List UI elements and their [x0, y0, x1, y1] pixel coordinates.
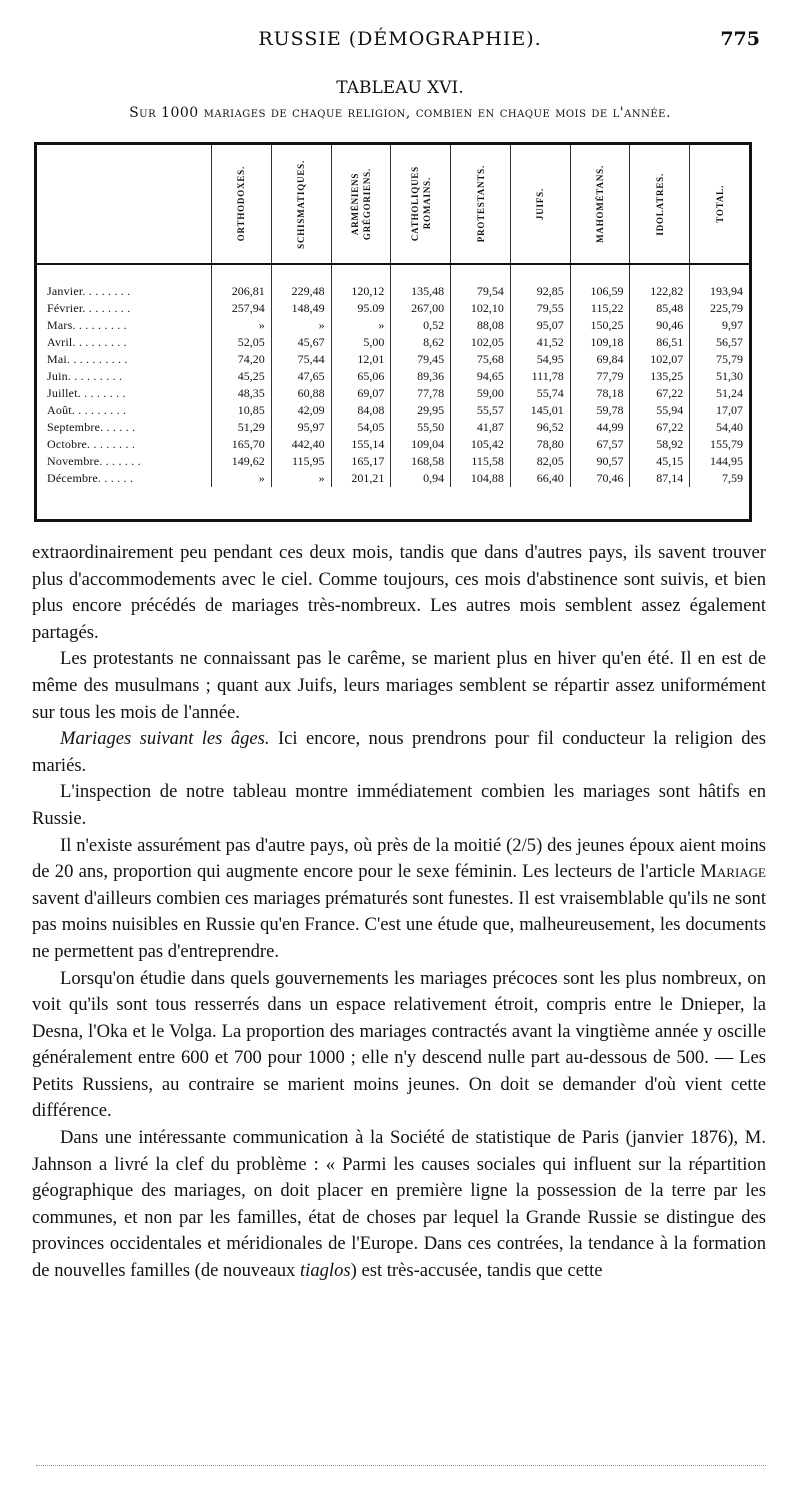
value-cell: 78,80 [510, 436, 570, 453]
value-cell: 75,68 [451, 351, 511, 368]
value-cell: 229,48 [271, 264, 331, 300]
paragraph: Dans une intéressante communication à la Société de statistique de Paris (janvier 1876), M. Jahnson a livré la clef du problème : « Parmi les causes sociales qui influent sur la répartition géographique des mariages, on doit placer en première ligne la possession de la terre par les communes, et non par les familles, état de choses par lequel la Grande Russie se distingue des provinces occidentales et méridionales de l'Europe. Dans ces contrées, la tendance à la formation de nouvelles familles (de nouveaux tiaglos) est très-accusée, tandis que cette [32, 1127, 766, 1282]
value-cell: 109,18 [570, 334, 630, 351]
value-cell: 102,05 [451, 334, 511, 351]
value-cell: 95.09 [331, 300, 391, 317]
value-cell: 51,29 [212, 419, 272, 436]
value-cell: 86,51 [630, 334, 690, 351]
value-cell: 109,04 [391, 436, 451, 453]
value-cell: 145,01 [510, 402, 570, 419]
column-header: ORTHODOXES. [212, 145, 272, 264]
value-cell: 7,59 [690, 470, 749, 487]
column-header: TOTAL. [690, 145, 749, 264]
table-title: TABLEAU XVI. [336, 78, 464, 98]
running-title: RUSSIE (DÉMOGRAPHIE). [258, 28, 542, 50]
value-cell: 77,79 [570, 368, 630, 385]
value-cell: 58,92 [630, 436, 690, 453]
value-cell: » [271, 470, 331, 487]
value-cell: 54,95 [510, 351, 570, 368]
paragraph: Il n'existe assurément pas d'autre pays, où près de la moitié (2/5) des jeunes époux aient moins de 20 ans, proportion qui augmente encore pour le sexe féminin. Les lecteurs de l'article Mariage savent d'ailleurs combien ces mariages prématurés sont funestes. Il est vraisemblable qu'ils ne sont pas moins nuisibles en Russie qu'en France. C'est une étude que, malheureusement, les documents ne permettent pas d'entreprendre. [32, 834, 766, 962]
footer-rule [36, 1465, 766, 1466]
statistics-table-frame [34, 142, 752, 522]
value-cell: 92,85 [510, 264, 570, 300]
value-cell: 82,05 [510, 453, 570, 470]
value-cell: 115,95 [271, 453, 331, 470]
value-cell: 90,46 [630, 317, 690, 334]
value-cell: 45,15 [630, 453, 690, 470]
column-header: IDOLATRES. [630, 145, 690, 264]
value-cell: 225,79 [690, 300, 749, 317]
value-cell: 206,81 [212, 264, 272, 300]
value-cell: 52,05 [212, 334, 272, 351]
value-cell: 106,59 [570, 264, 630, 300]
value-cell: 29,95 [391, 402, 451, 419]
month-cell: Juin. . . . . . . . . [47, 369, 123, 383]
article-reference: Mariage [700, 861, 766, 883]
value-cell: 135,48 [391, 264, 451, 300]
value-cell: 193,94 [690, 264, 749, 300]
paragraph: L'inspection de notre tableau montre immédiatement combien les mariages sont hâtifs en Russie. [32, 781, 766, 829]
value-cell: » [212, 317, 272, 334]
value-cell: 5,00 [331, 334, 391, 351]
table-row [37, 300, 749, 317]
value-cell: 115,22 [570, 300, 630, 317]
paragraph: Les protestants ne connaissant pas le carême, se marient plus en hiver qu'en été. Il en est de même des musulmans ; quant aux Juifs, leurs mariages semblent se répartir assez uniformément sur tous les mois de l'année. [32, 648, 766, 723]
column-header: CATHOLIQUES ROMAINS. [391, 145, 451, 264]
value-cell: 257,94 [212, 300, 272, 317]
column-header: MAHOMÉTANS. [570, 145, 630, 264]
value-cell: 67,22 [630, 419, 690, 436]
value-cell: 87,14 [630, 470, 690, 487]
value-cell: 155,79 [690, 436, 749, 453]
value-cell: 54,40 [690, 419, 749, 436]
month-column-header [37, 145, 212, 264]
value-cell: 67,22 [630, 385, 690, 402]
table-row [37, 351, 749, 368]
value-cell: 149,62 [212, 453, 272, 470]
column-header: ARMÉNIENS GRÉGORIENS. [331, 145, 391, 264]
value-cell: 59,00 [451, 385, 511, 402]
page-header [0, 28, 800, 58]
value-cell: 79,55 [510, 300, 570, 317]
value-cell: 104,88 [451, 470, 511, 487]
value-cell: 144,95 [690, 453, 749, 470]
value-cell: » [331, 317, 391, 334]
table-row [37, 317, 749, 334]
value-cell: 111,78 [510, 368, 570, 385]
value-cell: 47,65 [271, 368, 331, 385]
table-row [37, 334, 749, 351]
value-cell: 267,00 [391, 300, 451, 317]
value-cell: 165,17 [331, 453, 391, 470]
value-cell: 135,25 [630, 368, 690, 385]
body-text [32, 540, 766, 1285]
table-row [37, 385, 749, 402]
value-cell: 8,62 [391, 334, 451, 351]
value-cell: 42,09 [271, 402, 331, 419]
statistics-table [37, 145, 749, 487]
value-cell: 65,06 [331, 368, 391, 385]
value-cell: 442,40 [271, 436, 331, 453]
value-cell: 69,84 [570, 351, 630, 368]
paragraph: Mariages suivant les âges. Ici encore, nous prendrons pour fil conducteur la religion des mariés. [32, 728, 767, 776]
value-cell: 96,52 [510, 419, 570, 436]
value-cell: 102,10 [451, 300, 511, 317]
value-cell: 55,50 [391, 419, 451, 436]
value-cell: 75,44 [271, 351, 331, 368]
value-cell: » [271, 317, 331, 334]
value-cell: 51,30 [690, 368, 749, 385]
value-cell: 66,40 [510, 470, 570, 487]
value-cell: 41,87 [451, 419, 511, 436]
value-cell: 85,48 [630, 300, 690, 317]
value-cell: 89,36 [391, 368, 451, 385]
value-cell: 102,07 [630, 351, 690, 368]
value-cell: 55,74 [510, 385, 570, 402]
table-row [37, 419, 749, 436]
value-cell: » [212, 470, 272, 487]
value-cell: 105,42 [451, 436, 511, 453]
value-cell: 94,65 [451, 368, 511, 385]
value-cell: 45,67 [271, 334, 331, 351]
table-subtitle: Sur 1000 mariages de chaque religion, combien en chaque mois de l'année. [129, 105, 671, 121]
table-row [37, 264, 749, 300]
value-cell: 55,57 [451, 402, 511, 419]
value-cell: 48,35 [212, 385, 272, 402]
table-row [37, 368, 749, 385]
value-cell: 55,94 [630, 402, 690, 419]
table-row [37, 453, 749, 470]
column-header: JUIFS. [510, 145, 570, 264]
value-cell: 41,52 [510, 334, 570, 351]
month-cell: Décembre. . . . . . [47, 471, 134, 485]
value-cell: 168,58 [391, 453, 451, 470]
value-cell: 120,12 [331, 264, 391, 300]
value-cell: 95,97 [271, 419, 331, 436]
value-cell: 10,85 [212, 402, 272, 419]
value-cell: 0,94 [391, 470, 451, 487]
value-cell: 54,05 [331, 419, 391, 436]
value-cell: 115,58 [451, 453, 511, 470]
value-cell: 77,78 [391, 385, 451, 402]
month-cell: Juillet. . . . . . . . [47, 386, 126, 400]
paragraph: extraordinairement peu pendant ces deux mois, tandis que dans d'autres pays, ils savent trouver plus d'accommodements avec le ciel. Comme toujours, ces mois d'abstinence sont suivis, et bien plus encore précédés de mariages très-nombreux. Les autres mois semblent assez également partagés. [32, 542, 766, 643]
column-header: PROTESTANTS. [451, 145, 511, 264]
value-cell: 45,25 [212, 368, 272, 385]
value-cell: 122,82 [630, 264, 690, 300]
value-cell: 12,01 [331, 351, 391, 368]
value-cell: 75,79 [690, 351, 749, 368]
value-cell: 165,70 [212, 436, 272, 453]
value-cell: 60,88 [271, 385, 331, 402]
month-cell: Août. . . . . . . . . [47, 403, 127, 417]
value-cell: 95,07 [510, 317, 570, 334]
value-cell: 78,18 [570, 385, 630, 402]
month-cell: Mai. . . . . . . . . . [47, 352, 128, 366]
month-cell: Février. . . . . . . . [47, 301, 131, 315]
value-cell: 9,97 [690, 317, 749, 334]
month-cell: Novembre. . . . . . . [47, 454, 141, 468]
month-cell: Mars. . . . . . . . . [47, 318, 127, 332]
month-cell: Avril. . . . . . . . . [47, 335, 127, 349]
page-number: 775 [720, 28, 760, 50]
value-cell: 150,25 [570, 317, 630, 334]
value-cell: 70,46 [570, 470, 630, 487]
value-cell: 17,07 [690, 402, 749, 419]
value-cell: 155,14 [331, 436, 391, 453]
value-cell: 0,52 [391, 317, 451, 334]
column-header: SCHISMATIQUES. [271, 145, 331, 264]
month-cell: Septembre. . . . . . [47, 420, 136, 434]
value-cell: 79,54 [451, 264, 511, 300]
month-cell: Janvier. . . . . . . . [47, 284, 131, 298]
table-header-row [37, 145, 749, 264]
value-cell: 56,57 [690, 334, 749, 351]
paragraph: Lorsqu'on étudie dans quels gouvernements les mariages précoces sont les plus nombreux, on voit qu'ils sont tous resserrés dans un espace relativement étroit, compris entre le Dnieper, la Desna, l'Oka et le Volga. La proportion des mariages contractés avant la vingtième année y oscille généralement entre 600 et 700 pour 1000 ; elle n'y descend nulle part au-dessous de 500. — Les Petits Russiens, au contraire se marient moins jeunes. On doit se demander d'où vient cette différence. [32, 967, 766, 1122]
value-cell: 74,20 [212, 351, 272, 368]
value-cell: 90,57 [570, 453, 630, 470]
value-cell: 79,45 [391, 351, 451, 368]
value-cell: 148,49 [271, 300, 331, 317]
value-cell: 67,57 [570, 436, 630, 453]
value-cell: 59,78 [570, 402, 630, 419]
value-cell: 44,99 [570, 419, 630, 436]
value-cell: 201,21 [331, 470, 391, 487]
table-row [37, 436, 749, 453]
section-heading: Mariages suivant les âges. [60, 728, 270, 750]
value-cell: 88,08 [451, 317, 511, 334]
table-row [37, 402, 749, 419]
value-cell: 84,08 [331, 402, 391, 419]
table-row [37, 470, 749, 487]
month-cell: Octobre. . . . . . . . [47, 437, 136, 451]
value-cell: 69,07 [331, 385, 391, 402]
value-cell: 51,24 [690, 385, 749, 402]
